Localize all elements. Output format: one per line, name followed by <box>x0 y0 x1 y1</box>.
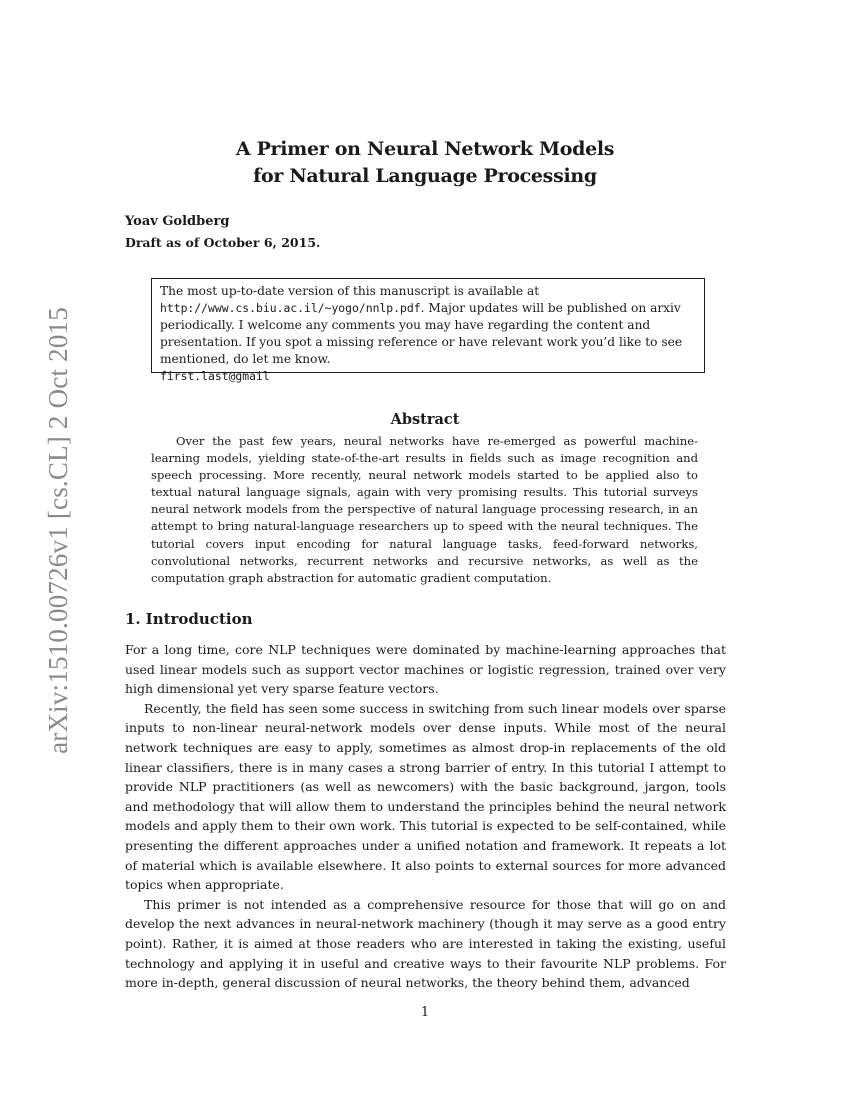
introduction-body <box>125 640 726 993</box>
section-heading-introduction <box>125 609 253 629</box>
manuscript-url-link[interactable]: http://www.cs.biu.ac.il/~yogo/nnlp.pdf <box>160 301 421 315</box>
author-name: Yoav Goldberg <box>125 214 230 229</box>
abstract-text: Over the past few years, neural networks have re-emerged as powerful machine-learning models, yielding state-of-the-art results in fields such as image recognition and speech processing. More recently, neural network models started to be applied also to textual natural language signals, again with very promising results. This tutorial surveys neural network models from the perspective of natural language processing research, in an attempt to bring natural-language researchers up to speed with the neural techniques. The tutorial covers input encoding for natural language tasks, feed-forward networks, convolutional networks, recurrent networks and recursive networks, as well as the computation graph abstraction for automatic gradient computation. <box>151 434 698 585</box>
title-line-1: A Primer on Neural Network Models <box>235 138 615 160</box>
abstract-heading: Abstract <box>390 411 460 428</box>
contact-email: first.last@gmail <box>160 369 270 383</box>
arxiv-id-text: arXiv:1510.00726v1 [cs.CL] 2 Oct 2015 <box>42 306 73 754</box>
paragraph: For a long time, core NLP techniques were dominated by machine-learning approaches that used linear models such as support vector machines or logistic regression, trained over very high dimensional yet very sparse feature vectors. <box>125 642 726 697</box>
notice-box <box>151 278 705 383</box>
paragraph: Recently, the field has seen some success in switching from such linear models over sparse inputs to non-linear neural-network models over dense inputs. While most of the neural network techniques are easy to apply, sometimes as almost drop-in replacements of the old linear classifiers, there is in many cases a strong barrier of entry. In this tutorial I attempt to provide NLP practitioners (as well as newcomers) with the basic background, jargon, tools and methodology that will allow them to understand the principles behind the neural network models and apply them to their own work. This tutorial is expected to be self-contained, while presenting the different approaches under a unified notation and framework. It repeats a lot of material which is available elsewhere. It also points to external sources for more advanced topics when appropriate. <box>125 700 726 893</box>
title-line-2: for Natural Language Processing <box>253 165 597 187</box>
section-title: Introduction <box>145 610 253 628</box>
notice-text-1: The most up-to-date version of this manuscript is available at <box>160 284 540 298</box>
notice-text-2: . Major updates will be published on arxiv periodically. I welcome any comments you may have regarding the content and presentation. If you spot a missing reference or have relevant work you’d like to see mentioned, do let me know. <box>160 301 683 366</box>
paragraph: This primer is not intended as a comprehensive resource for those that will go on and develop the next advances in neural-network machinery (though it may serve as a good entry point). Rather, it is aimed at those readers who are interested in taking the existing, useful technology and applying it in useful and creative ways to their favourite NLP problems. For more in-depth, general discussion of neural networks, the theory behind them, advanced <box>125 896 726 991</box>
paper-title <box>125 136 725 190</box>
arxiv-identifier-stamp <box>33 290 83 770</box>
draft-date: Draft as of October 6, 2015. <box>125 235 321 250</box>
page-number: 1 <box>420 1005 430 1020</box>
section-number: 1. <box>125 610 141 628</box>
